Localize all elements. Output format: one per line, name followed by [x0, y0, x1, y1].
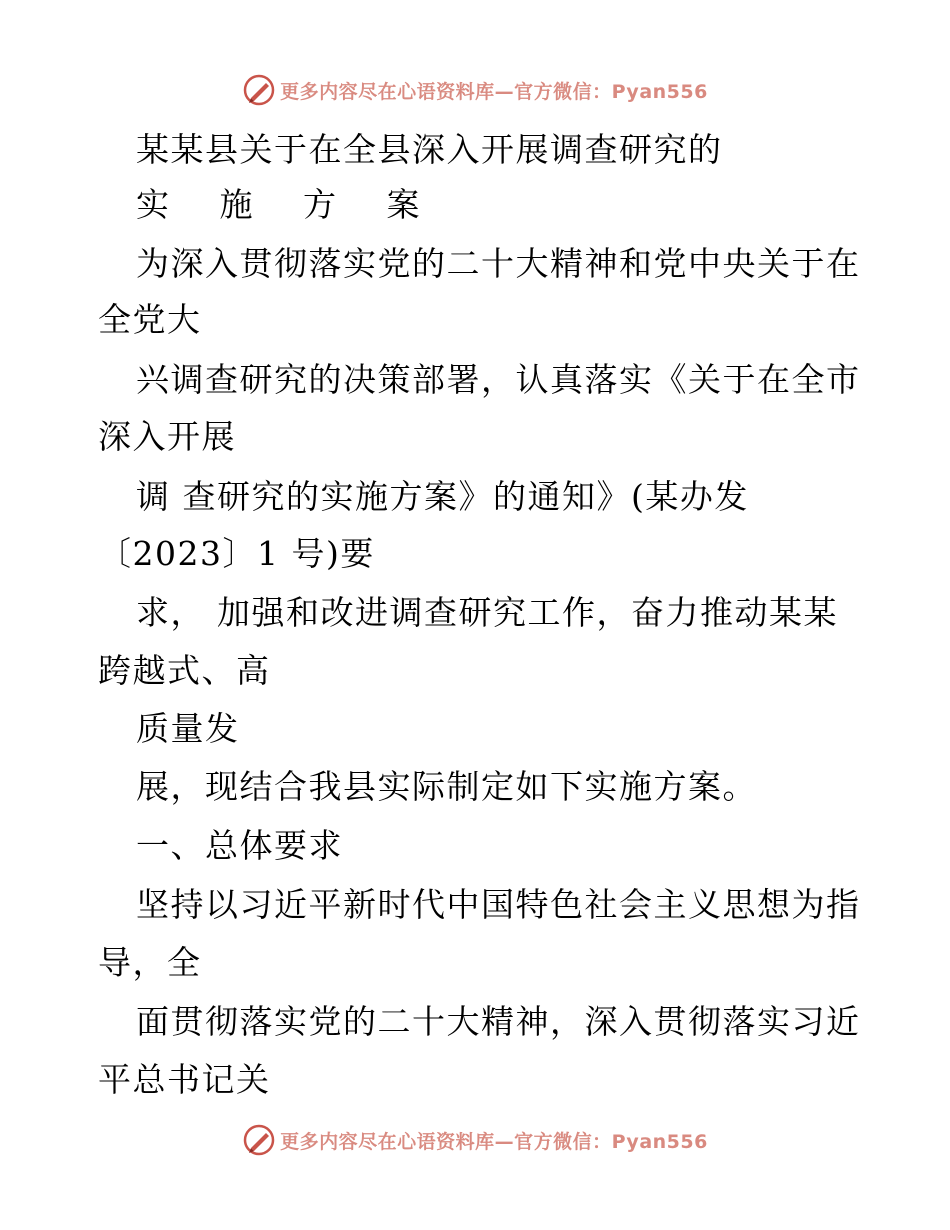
paragraph-line: 导，全 — [98, 943, 202, 982]
paragraph-line: 跨越式、高 — [98, 651, 271, 690]
pen-logo-icon — [242, 1123, 276, 1157]
paragraph-line: 质量发 — [136, 709, 240, 748]
paragraph-line: 调 查研究的实施方案》的通知》(某办发 — [136, 477, 749, 516]
paragraph-line: 〔2023〕1 号)要 — [98, 534, 375, 573]
section-heading: 一、总体要求 — [136, 826, 343, 865]
paragraph-line: 求， 加强和改进调查研究工作，奋力推动某某 — [136, 593, 838, 632]
footer-watermark — [0, 1120, 950, 1160]
paragraph-line: 兴调查研究的决策部署，认真落实《关于在全市 — [136, 360, 861, 399]
document-title-line2: 实 施 方 案 — [136, 185, 440, 224]
paragraph-line: 全党大 — [98, 300, 202, 339]
paragraph-line: 展，现结合我县实际制定如下实施方案。 — [136, 767, 757, 806]
paragraph-line: 面贯彻落实党的二十大精神，深入贯彻落实习近 — [136, 1002, 861, 1041]
paragraph-line: 为深入贯彻落实党的二十大精神和党中央关于在 — [136, 244, 861, 283]
paragraph-line: 深入开展 — [98, 417, 236, 456]
watermark-text: 更多内容尽在心语资料库—官方微信：Pyan556 — [280, 80, 708, 103]
header-watermark — [0, 70, 950, 110]
paragraph-line: 平总书记关 — [98, 1060, 271, 1099]
document-title-line1: 某某县关于在全县深入开展调查研究的 — [136, 130, 723, 169]
paragraph-line: 坚持以习近平新时代中国特色社会主义思想为指 — [136, 885, 861, 924]
pen-logo-icon — [242, 73, 276, 107]
watermark-text: 更多内容尽在心语资料库—官方微信：Pyan556 — [280, 1130, 708, 1153]
